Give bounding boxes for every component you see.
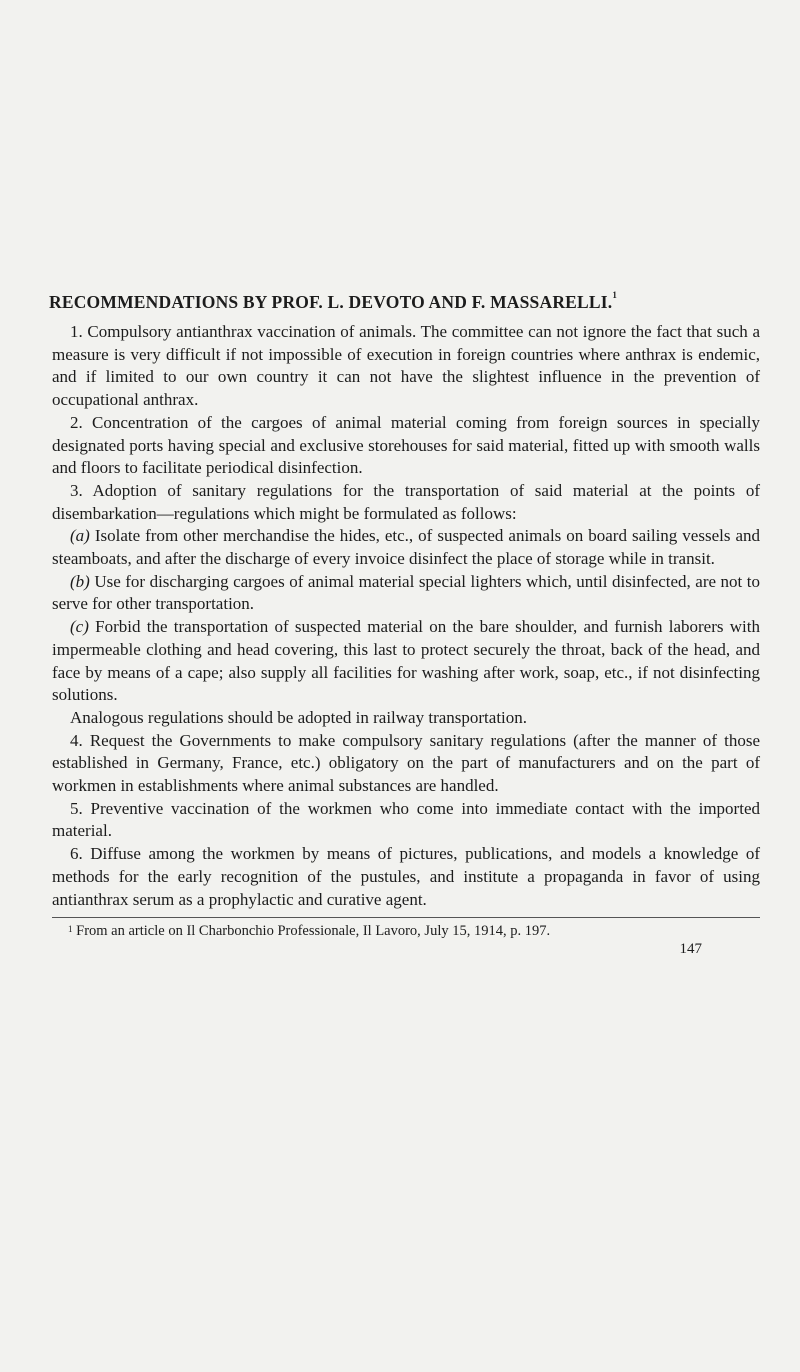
paragraph-3c-label: (c) [70, 617, 89, 637]
paragraph-3a-label: (a) [70, 526, 90, 546]
paragraph-3c [52, 616, 760, 707]
paragraph-3a [52, 525, 760, 570]
footnote-text: From an article on Il Charbonchio Professionale, Il Lavoro, July 15, 1914, p. 197. [72, 923, 551, 940]
page-title [49, 292, 760, 313]
paragraph-3b [52, 571, 760, 616]
paragraph-6: 6. Diffuse among the workmen by means of pictures, publications, and models a knowledge of methods for the early recognition of the pustules, and institute a propaganda in favor of using antianthrax serum as a prophylactic and curative agent. [52, 844, 760, 909]
page-number: 147 [679, 941, 702, 958]
page-content [49, 290, 760, 958]
paragraph-3b-label: (b) [70, 571, 90, 591]
paragraph-3a-text: Isolate from other merchandise the hides, etc., of suspected animals on board sailing vessels and steamboats, and after the discharge of every invoice disinfect the place of storage while in transit. [52, 526, 760, 569]
paragraph-3d: Analogous regulations should be adopted in railway transportation. [70, 707, 528, 727]
paragraph-1: 1. Compulsory antianthrax vaccination of animals. The committee can not ignore the fact that such a measure is very difficult if not impossible of execution in foreign countries where anthrax is endemic, and if limited to our own country it can not have the slightest influence in the prevention of occupational anthrax. [52, 322, 760, 410]
heading-text: RECOMMENDATIONS BY PROF. L. DEVOTO AND F. MASSARELLI. [49, 292, 613, 312]
paragraph-5: 5. Preventive vaccination of the workmen who come into immediate contact with the imported material. [52, 798, 760, 841]
footnote-divider [52, 917, 760, 918]
paragraph-4: 4. Request the Governments to make compulsory sanitary regulations (after the manner of those established in Germany, France, etc.) obligatory on the part of manufacturers and on the part of workmen in establishments where animal substances are handled. [52, 730, 760, 796]
paragraph-2: 2. Concentration of the cargoes of animal material coming from foreign sources in specially designated ports having special and exclusive storehouses for said material, fitted up with smooth walls and floors to facilitate periodical disinfection. [52, 412, 760, 478]
paragraph-3b-text: Use for discharging cargoes of animal material special lighters which, until disinfected, are not to serve for other transportation. [52, 571, 760, 614]
paragraph-3: 3. Adoption of sanitary regulations for the transportation of said material at the points of disembarkation—regulations which might be formulated as follows: [52, 480, 760, 523]
footnote-mark: 1 [68, 924, 73, 935]
paragraph-3c-text: Forbid the transportation of suspected material on the bare shoulder, and furnish laborers with impermeable clothing and head covering, this last to protect securely the throat, back of the head, and face by means of a cape; also supply all facilities for washing after work, soap, etc., if not disinfecting solutions. [52, 617, 760, 705]
footnote [68, 922, 760, 940]
heading-footnote-mark: 1 [612, 290, 618, 300]
